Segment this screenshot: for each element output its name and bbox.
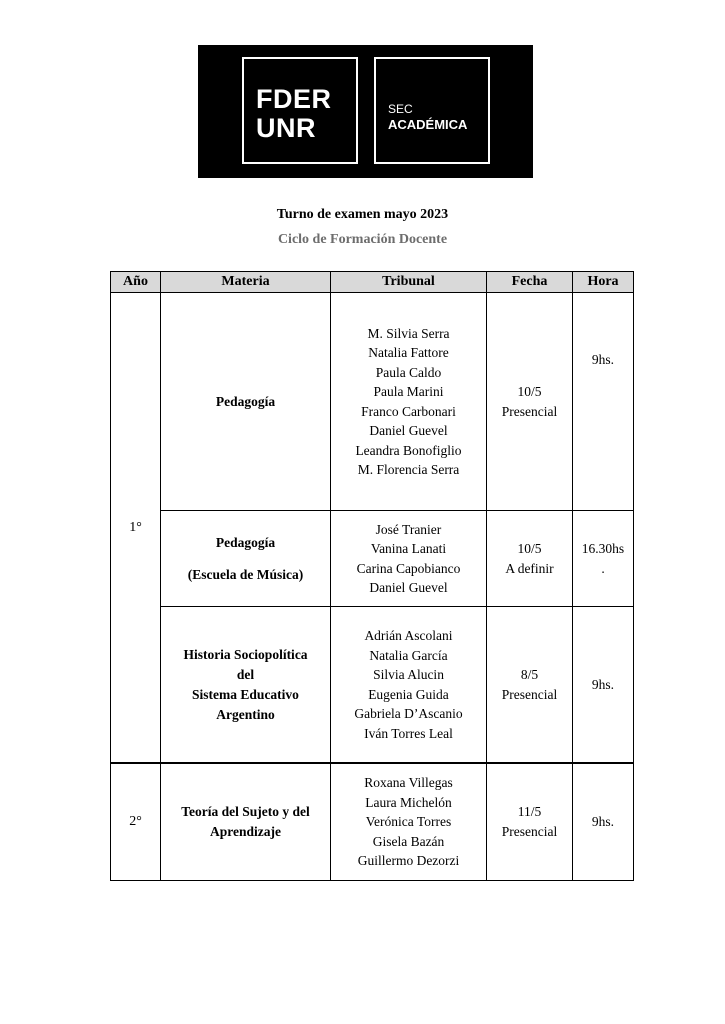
logo-text-unr: UNR — [256, 113, 316, 143]
tribunal-member: Gabriela D’Ascanio — [354, 706, 463, 721]
tribunal-member: Natalia García — [369, 647, 448, 663]
materia-line: Historia Sociopolítica — [183, 646, 308, 662]
page-subtitle: Ciclo de Formación Docente — [277, 232, 448, 247]
tribunal-member: Paula Marini — [373, 384, 444, 399]
fder-unr-logo — [198, 45, 533, 178]
tribunal-member: Paula Caldo — [375, 364, 442, 380]
tribunal-cell — [331, 607, 487, 764]
tribunal-cell — [331, 763, 487, 881]
page-title: Turno de examen mayo 2023 — [276, 207, 449, 222]
year-cell: 2° — [111, 763, 161, 881]
tribunal-member: Carina Capobianco — [356, 560, 461, 576]
materia-cell — [161, 607, 331, 764]
tribunal-member: Roxana Villegas — [364, 775, 453, 791]
tribunal-member: Leandra Bonofiglio — [355, 442, 462, 458]
hora-cell — [573, 607, 634, 764]
table-row — [111, 511, 634, 607]
tribunal-member: Natalia Fattore — [368, 345, 449, 360]
hora-value: 16.30hs — [581, 540, 625, 556]
header-tribunal: Tribunal — [331, 272, 487, 293]
hora-value: 9hs. — [591, 676, 615, 692]
header-ano: Año — [111, 272, 161, 293]
exam-schedule-table — [110, 271, 634, 881]
tribunal-member: Eugenia Guida — [368, 686, 449, 702]
hora-value: 9hs. — [591, 352, 615, 367]
hora-value-suffix: . — [601, 560, 605, 576]
materia-line: Pedagogía — [215, 534, 276, 550]
table-header-row — [111, 272, 634, 293]
header-fecha: Fecha — [487, 272, 573, 293]
materia-cell — [161, 293, 331, 511]
tribunal-cell — [331, 511, 487, 607]
materia-line: Sistema Educativo — [192, 686, 299, 702]
tribunal-member: Franco Carbonari — [361, 403, 456, 419]
tribunal-cell — [331, 293, 487, 511]
materia-cell — [161, 511, 331, 607]
materia-line: Argentino — [216, 706, 275, 722]
fecha-modality: Presencial — [501, 403, 558, 419]
table-row — [111, 607, 634, 764]
hora-cell — [573, 763, 634, 881]
tribunal-member: Adrián Ascolani — [364, 628, 453, 643]
logo-box-fder — [242, 57, 358, 164]
materia-line: Aprendizaje — [210, 824, 281, 839]
fecha-date: 10/5 — [517, 540, 542, 556]
fecha-date: 8/5 — [520, 666, 539, 682]
fecha-cell — [487, 763, 573, 881]
materia-line: (Escuela de Música) — [187, 566, 304, 582]
hora-cell — [573, 293, 634, 511]
tribunal-member: Silvia Alucin — [373, 667, 444, 682]
tribunal-member: Verónica Torres — [365, 814, 452, 830]
fecha-date: 11/5 — [517, 804, 542, 819]
tribunal-member: M. Florencia Serra — [357, 462, 460, 477]
tribunal-member: Gisela Bazán — [372, 833, 445, 849]
tribunal-member: Daniel Guevel — [369, 423, 448, 438]
materia-line: Pedagogía — [215, 393, 276, 409]
fecha-date: 10/5 — [517, 383, 542, 399]
fecha-modality: Presencial — [501, 686, 558, 702]
logo-text-academica: ACADÉMICA — [388, 117, 468, 132]
tribunal-member: Iván Torres Leal — [364, 725, 453, 741]
materia-line: Teoría del Sujeto y del — [181, 804, 310, 819]
tribunal-member: José Tranier — [375, 521, 442, 537]
fecha-cell — [487, 511, 573, 607]
tribunal-member: Vanina Lanati — [370, 541, 447, 556]
logo-text-sec: SEC — [388, 102, 413, 116]
fecha-cell — [487, 293, 573, 511]
fecha-modality: Presencial — [501, 824, 558, 839]
materia-cell — [161, 763, 331, 881]
fecha-modality: A definir — [505, 560, 554, 576]
year-cell: 1° — [111, 293, 161, 764]
tribunal-member: Daniel Guevel — [369, 580, 448, 595]
header-materia: Materia — [161, 272, 331, 293]
logo-box-sec-academica — [374, 57, 490, 164]
hora-cell — [573, 511, 634, 607]
logo-text-fder: FDER — [256, 84, 332, 114]
header-hora: Hora — [573, 272, 634, 293]
fecha-cell — [487, 607, 573, 764]
tribunal-member: M. Silvia Serra — [367, 325, 450, 341]
tribunal-member: Guillermo Dezorzi — [357, 853, 460, 869]
tribunal-member: Laura Michelón — [365, 794, 452, 810]
materia-line: del — [236, 666, 255, 682]
hora-value: 9hs. — [591, 814, 615, 829]
table-row — [111, 763, 634, 881]
table-row — [111, 293, 634, 511]
